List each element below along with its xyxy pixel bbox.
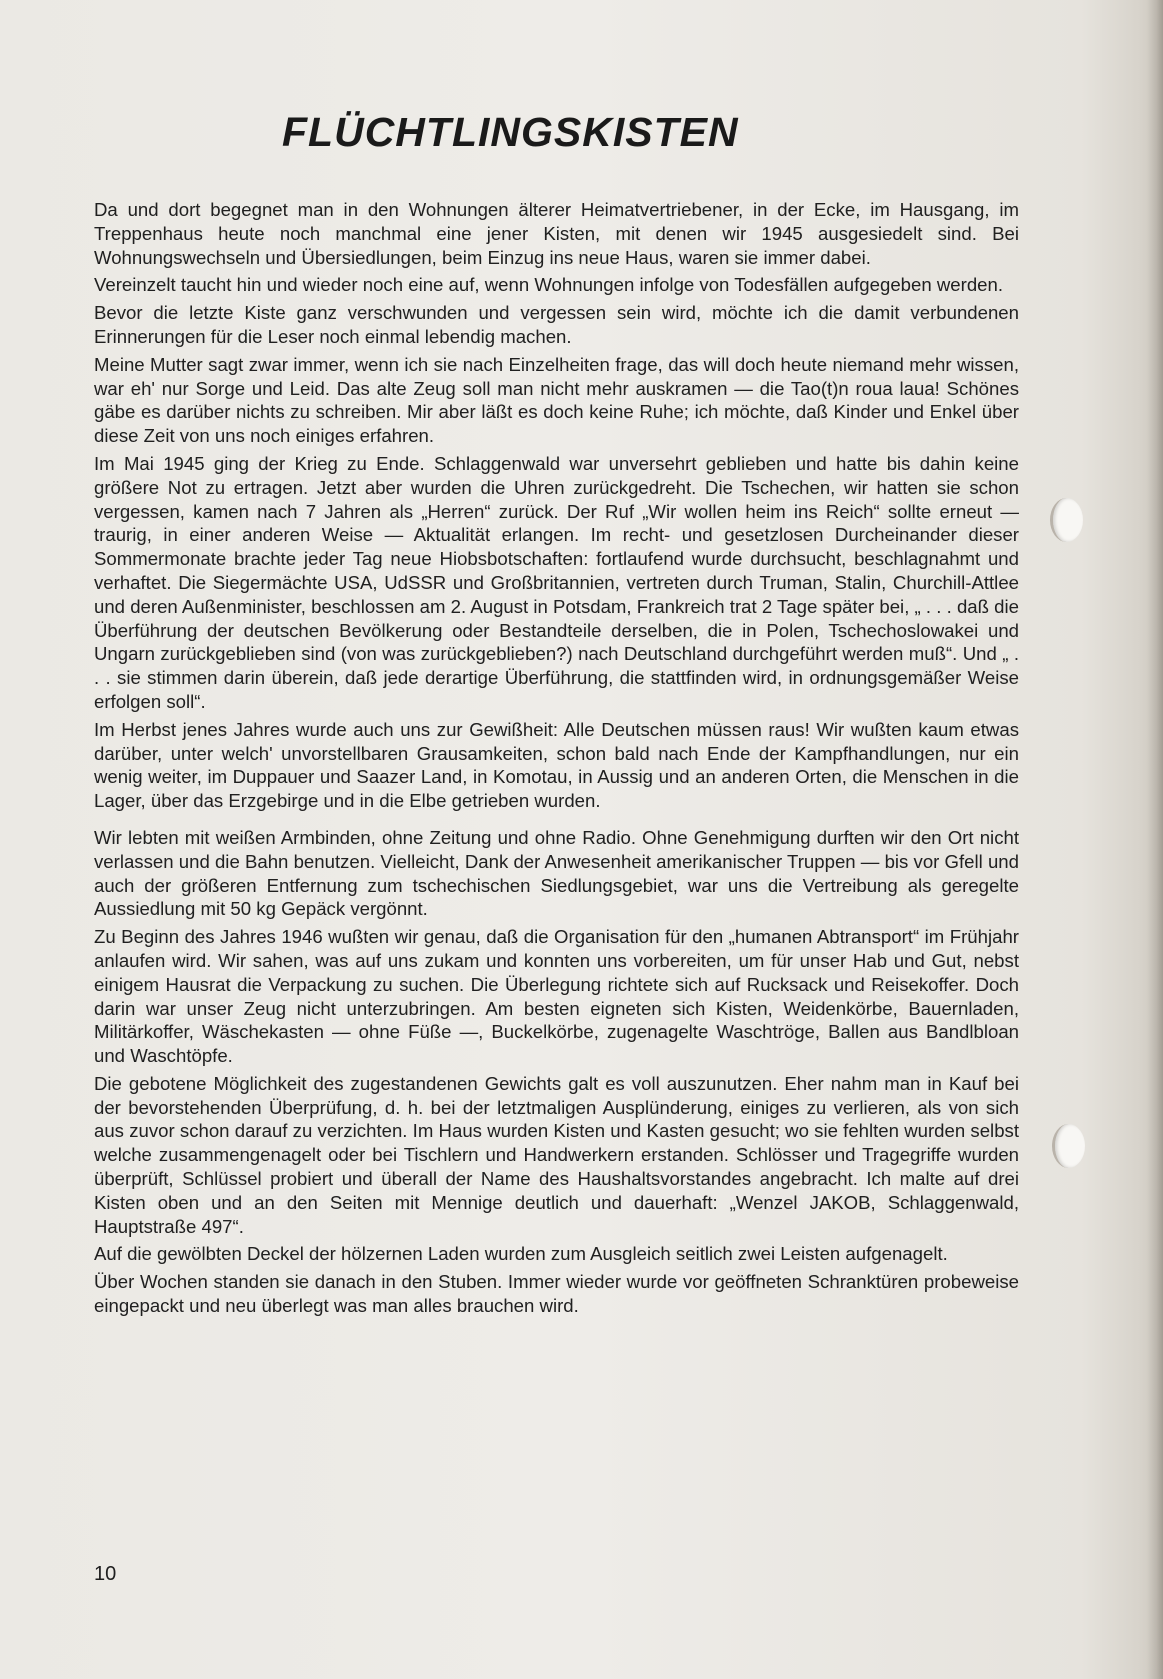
paragraph: Vereinzelt taucht hin und wieder noch eine auf, wenn Wohnungen infolge von Todesfällen aufgegeben werden. — [94, 274, 1004, 296]
page-title: FLÜCHTLINGSKISTEN — [282, 109, 739, 155]
paragraph: Im Herbst jenes Jahres wurde auch uns zur Gewißheit: Alle Deutschen müssen raus! Wir wußten kaum etwas darüber, unter welch' unvorstellbaren Grausamkeiten, schon bald nach Ende der Kampfhandlungen, nur ein wenig weiter, im Duppauer und Saazer Land, in Komotau, in Aussig und an anderen Orten, die Menschen in die Lager, über das Erzgebirge und in die Elbe getrieben wurden. — [94, 718, 1019, 812]
paragraph: Wir lebten mit weißen Armbinden, ohne Zeitung und ohne Radio. Ohne Genehmigung durften wir den Ort nicht verlassen und die Bahn benutzen. Vielleicht, Dank der Anwesenheit amerikanischer Truppen — bis vor Gfell und auch der größeren Entfernung zum tschechischen Siedlungsgebiet, war uns die Vertreibung als geregelte Aussiedlung mit 50 kg Gepäck vergönnt. — [94, 826, 1019, 920]
page-number: 10 — [94, 1563, 117, 1585]
paragraph: Auf die gewölbten Deckel der hölzernen Laden wurden zum Ausgleich seitlich zwei Leisten aufgenagelt. — [94, 1243, 948, 1265]
paragraph: Meine Mutter sagt zwar immer, wenn ich sie nach Einzelheiten frage, das will doch heute niemand mehr wissen, war eh' nur Sorge und Leid. Das alte Zeug soll man nicht mehr auskramen — die Tao(t)n roua laua! Schönes gäbe es darüber nichts zu schreiben. Mir aber läßt es doch keine Ruhe; ich möchte, daß Kinder und Enkel über diese Zeit von uns noch einiges erfahren. — [94, 353, 1019, 447]
paragraph: Im Mai 1945 ging der Krieg zu Ende. Schlaggenwald war unversehrt geblieben und hatte bis dahin keine größere Not zu ertragen. Jetzt aber wurden die Uhren zurückgedreht. Die Tschechen, wir hatten sie schon vergessen, kamen nach 7 Jahren als „Herren“ zurück. Der Ruf „Wir wollen heim ins Reich“ sollte erneut — traurig, in einer anderen Weise — Aktualität erlangen. Im recht- und gesetzlosen Durcheinander dieser Sommermonate brachte jeder Tag neue Hiobsbotschaften: fortlaufend wurde durchsucht, beschlagnahmt und verhaftet. Die Siegermächte USA, UdSSR und Großbritannien, vertreten durch Truman, Stalin, Churchill-Attlee und deren Außenminister, beschlossen am 2. August in Potsdam, Frankreich trat 2 Tage später bei, „ . . . daß die Überführung der deutschen Bevölkerung oder Bestandteile derselben, die in Polen, Tschechoslowakei und Ungarn zurückgeblieben sind (von was zurückgeblieben?) nach Deutschland durchgeführt werden muß“. Und „ . . . sie stimmen darin überein, daß jede derartige Überführung, die stattfinden wird, in ordnungsgemäßer Weise erfolgen soll“. — [94, 452, 1019, 712]
paragraph: Da und dort begegnet man in den Wohnungen älterer Heimatvertriebener, in der Ecke, im Hausgang, im Treppenhaus heute noch manchmal eine jener Kisten, mit denen wir 1945 ausgesiedelt sind. Bei Wohnungswechseln und Übersiedlungen, beim Einzug ins neue Haus, waren sie immer dabei. — [94, 199, 1019, 268]
paragraph: Die gebotene Möglichkeit des zugestandenen Gewichts galt es voll auszunutzen. Eher nahm man in Kauf bei der bevorstehenden Überprüfung, d. h. bei der letztmaligen Ausplünderung, einiges zu verlieren, als von sich aus zuvor schon darauf zu verzichten. Im Haus wurden Kisten und Kasten gesucht; wo sie fehlten wurden selbst welche zusammengenagelt oder bei Tischlern und Handwerkern erstanden. Schlösser und Tragegriffe wurden überprüft, Schlüssel probiert und überall der Name des Haushaltsvorstandes angebracht. Ich malte auf drei Kisten oben und an den Seiten mit Mennige deutlich und dauerhaft: „Wenzel JAKOB, Schlaggenwald, Hauptstraße 497“. — [94, 1072, 1019, 1237]
punch-hole-bottom — [1052, 1124, 1085, 1168]
paragraph: Bevor die letzte Kiste ganz verschwunden und vergessen sein wird, möchte ich die damit verbundenen Erinnerungen für die Leser noch einmal lebendig machen. — [94, 302, 1019, 347]
article-body — [94, 198, 1019, 1322]
paragraph: Zu Beginn des Jahres 1946 wußten wir genau, daß die Organisation für den „humanen Abtransport“ im Frühjahr anlaufen wird. Wir sahen, was auf uns zukam und konnten uns vorbereiten, um für unser Hab und Gut, nebst einigem Hausrat die Verpackung zu suchen. Die Überlegung richtete sich auf Rucksack und Reisekoffer. Doch darin war unser Zeug nicht unterzubringen. Am besten eigneten sich Kisten, Weidenkörbe, Bauernladen, Militärkoffer, Wäschekasten — ohne Füße —, Buckelkörbe, zugenagelte Waschtröge, Ballen aus Bandlbloan und Waschtöpfe. — [94, 926, 1019, 1067]
punch-hole-top — [1050, 498, 1083, 542]
page-edge-shadow — [1147, 0, 1163, 1679]
paragraph: Über Wochen standen sie danach in den Stuben. Immer wieder wurde vor geöffneten Schranktüren probeweise eingepackt und neu überlegt was man alles brauchen wird. — [94, 1271, 1019, 1317]
